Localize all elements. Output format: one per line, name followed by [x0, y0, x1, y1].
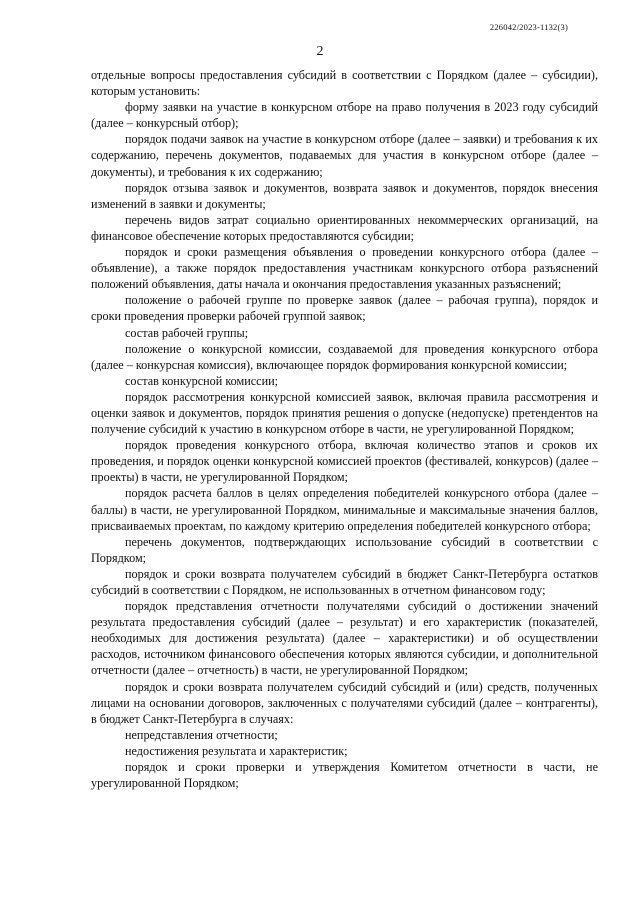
paragraph: порядок проведения конкурсного отбора, включая количество этапов и сроков их проведения, и порядок оценки конкурсной комиссией проектов (фестивалей, конкурсов) (далее – проекты) в части, не урегулированной Порядком;: [91, 438, 598, 485]
paragraph: состав конкурсной комиссии;: [125, 373, 278, 388]
paragraph: порядок и сроки возврата получателем субсидий субсидий и (или) средств, полученных лицами на основании договоров, заключенных с получателями субсидий (далее – контрагенты), в бюджет Санкт-Петербурга в случаях:: [91, 679, 598, 726]
paragraph: непредставления отчетности;: [125, 727, 278, 742]
paragraph: состав рабочей группы;: [125, 325, 249, 340]
document-body: [91, 67, 598, 791]
page-number: 2: [316, 44, 324, 59]
paragraph: перечень видов затрат социально ориентированных некоммерческих организаций, на финансовое обеспечение которых предоставляются субсидии;: [91, 212, 598, 243]
paragraph: порядок и сроки размещения объявления о проведении конкурсного отбора (далее – объявление), а также порядок предоставления участникам конкурсного отбора разъяснений положений объявления, даты начала и окончания предоставления указанных разъяснений;: [91, 245, 598, 292]
document-number: 226042/2023-1132(3): [489, 22, 568, 32]
paragraph: порядок и сроки возврата получателем субсидий в бюджет Санкт-Петербурга остатков субсидий в соответствии с Порядком, не использованных в отчетном финансовом году;: [91, 566, 598, 597]
paragraph: порядок подачи заявок на участие в конкурсном отборе (далее – заявки) и требования к их содержанию, перечень документов, подаваемых для участия в конкурсном отборе (далее – документы), и требования к их содержанию;: [91, 132, 598, 179]
paragraph: форму заявки на участие в конкурсном отборе на право получения в 2023 году субсидий (далее – конкурсный отбор);: [91, 100, 598, 131]
paragraph: положение о рабочей группе по проверке заявок (далее – рабочая группа), порядок и сроки проведения проверки рабочей группой заявок;: [91, 293, 598, 324]
paragraph: порядок представления отчетности получателями субсидий о достижении значений результата предоставления субсидий (далее – результат) и его характеристик (показателей, необходимых для достижения результата) (далее – характеристики) и об осуществлении расходов, источником финансового обеспечения которых являются субсидии, и дополнительной отчетности (далее – отчетность) в части, не урегулированной Порядком;: [91, 599, 598, 678]
paragraph: порядок и сроки проверки и утверждения Комитетом отчетности в части, не урегулированной Порядком;: [91, 760, 598, 791]
paragraph: положение о конкурсной комиссии, создаваемой для проведения конкурсного отбора (далее – конкурсная комиссия), включающее порядок формирования конкурсной комиссии;: [91, 341, 598, 372]
paragraph: порядок рассмотрения конкурсной комиссией заявок, включая правила рассмотрения и оценки заявок и документов, порядок принятия решения о допуске (недопуске) претендентов на получение субсидий к участию в конкурсном отборе в части, не урегулированной Порядком;: [91, 389, 598, 437]
paragraph: порядок отзыва заявок и документов, возврата заявок и документов, порядок внесения изменений в заявки и документы;: [91, 180, 598, 211]
paragraph: недостижения результата и характеристик;: [125, 743, 348, 758]
paragraph: перечень документов, подтверждающих использование субсидий в соответствии с Порядком;: [91, 534, 598, 565]
paragraph: порядок расчета баллов в целях определения победителей конкурсного отбора (далее – баллы) в части, не урегулированной Порядком, минимальные и максимальные значения баллов, присваиваемых проектам, по каждому критерию определения победителей конкурсного отбора;: [91, 486, 598, 533]
paragraph: отдельные вопросы предоставления субсидий в соответствии с Порядком (далее – субсидии), которым установить:: [91, 68, 598, 99]
